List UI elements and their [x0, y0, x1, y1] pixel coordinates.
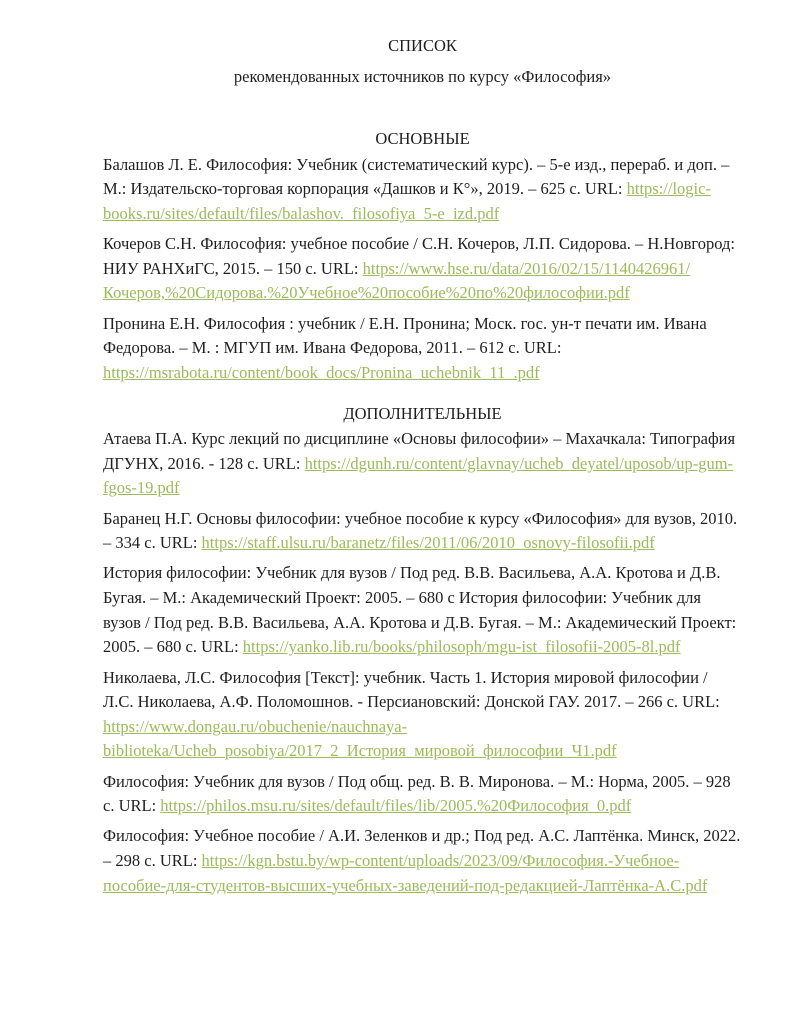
entry-url-link[interactable]: https://dgunh.ru/content/glavnay/ucheb_deyatel/uposob/up-gum-fgos-19.pdf — [103, 453, 734, 498]
bibliography-entry — [103, 666, 742, 764]
bibliography-entry — [103, 232, 742, 306]
entry-citation-text: Пронина Е.Н. Философия : учебник / Е.Н. Пронина; Моск. гос. ун-т печати им. Ивана Федорова. – М. : МГУП им. Ивана Федорова, 2011. – 612 с. URL: — [103, 313, 707, 358]
bibliography-entry — [103, 153, 742, 227]
bibliography-entry — [103, 561, 742, 659]
entry-citation-text: История философии: Учебник для вузов / Под ред. В.В. Васильева, А.А. Кротова и Д.В. Бугая. – М.: Академический Проект: 2005. – 680 с История философии: Учебник для вузов / Под ред. В.В. Васильева, А.А. Кротова и Д.В. Бугая. – М.: Академический Проект: 2005. – 680 с. URL: — [103, 563, 737, 657]
document-subtitle: рекомендованных источников по курсу «Философия» — [233, 66, 612, 86]
entry-citation-text: Философия: Учебное пособие / А.И. Зеленков и др.; Под ред. А.С. Лаптёнка. Минск, 2022. – 298 с. URL: — [103, 826, 741, 871]
bibliography-entry — [103, 312, 742, 386]
bibliography-entry — [103, 507, 742, 556]
entry-citation-text: Балашов Л. Е. Философия: Учебник (систематический курс). – 5-е изд., перераб. и доп. – М.: Издательско-торговая корпорация «Дашков и К°», 2019. – 625 с. URL: — [103, 154, 730, 199]
bibliography-entry — [103, 770, 742, 819]
entry-citation-text: Философия: Учебник для вузов / Под общ. ред. В. В. Миронова. – М.: Норма, 2005. – 928 с. URL: — [103, 771, 731, 816]
entry-citation-text: Кочеров С.Н. Философия: учебное пособие / С.Н. Кочеров, Л.П. Сидорова. – Н.Новгород: НИУ РАНХиГС, 2015. – 150 с. URL: — [103, 234, 735, 278]
entry-url-link[interactable]: https://www.hse.ru/data/2016/02/15/1140426961/Кочеров,%20Сидорова.%20Учебное%20пособие%20по%20философии.pdf — [103, 258, 691, 303]
entry-url-link[interactable]: https://kgn.bstu.by/wp-content/uploads/2023/09/Философия.-Учебное-пособие-для-студентов-высших-учебных-заведений-под-редакцией-Лаптёнка-А.С.pdf — [103, 851, 708, 895]
entry-url-link[interactable]: https://philos.msu.ru/sites/default/files/lib/2005.%20Философия_0.pdf — [160, 796, 632, 816]
bibliography-entry — [103, 427, 742, 501]
entry-url-link[interactable]: https://staff.ulsu.ru/baranetz/files/2011/06/2010_osnovy-filosofii.pdf — [201, 533, 655, 553]
entry-url-link[interactable]: https://logic-books.ru/sites/default/files/balashov._filosofiya_5-e_izd.pdf — [103, 179, 711, 223]
entry-citation-text: Николаева, Л.С. Философия [Текст]: учебник. Часть 1. История мировой философии / Л.С. Николаева, А.Ф. Поломошнов. - Персиановский: Донской ГАУ. 2017. – 266 с. URL: — [103, 667, 720, 712]
document-title: СПИСОК — [388, 36, 457, 55]
entry-citation-text: Атаева П.А. Курс лекций по дисциплине «Основы философии» – Махачкала: Типография ДГУНХ, 2016. - 128 с. URL: — [103, 429, 736, 473]
entry-url-link[interactable]: https://yanko.lib.ru/books/philosoph/mgu-ist_filosofii-2005-8l.pdf — [242, 637, 681, 657]
entry-citation-text: Баранец Н.Г. Основы философии: учебное пособие к курсу «Философия» для вузов, 2010. – 334 с. URL: — [103, 508, 738, 553]
bibliography-entry — [103, 824, 742, 898]
entry-url-link[interactable]: https://www.dongau.ru/obuchenie/nauchnaya-biblioteka/Ucheb_posobiya/2017_2_История_мировой_философии_Ч1.pdf — [103, 716, 617, 761]
section-heading-additional: ДОПОЛНИТЕЛЬНЫЕ — [343, 403, 502, 423]
entry-url-link[interactable]: https://msrabota.ru/content/book_docs/Pronina_uchebnik_11_.pdf — [103, 362, 540, 382]
section-heading-main: ОСНОВНЫЕ — [375, 129, 470, 149]
